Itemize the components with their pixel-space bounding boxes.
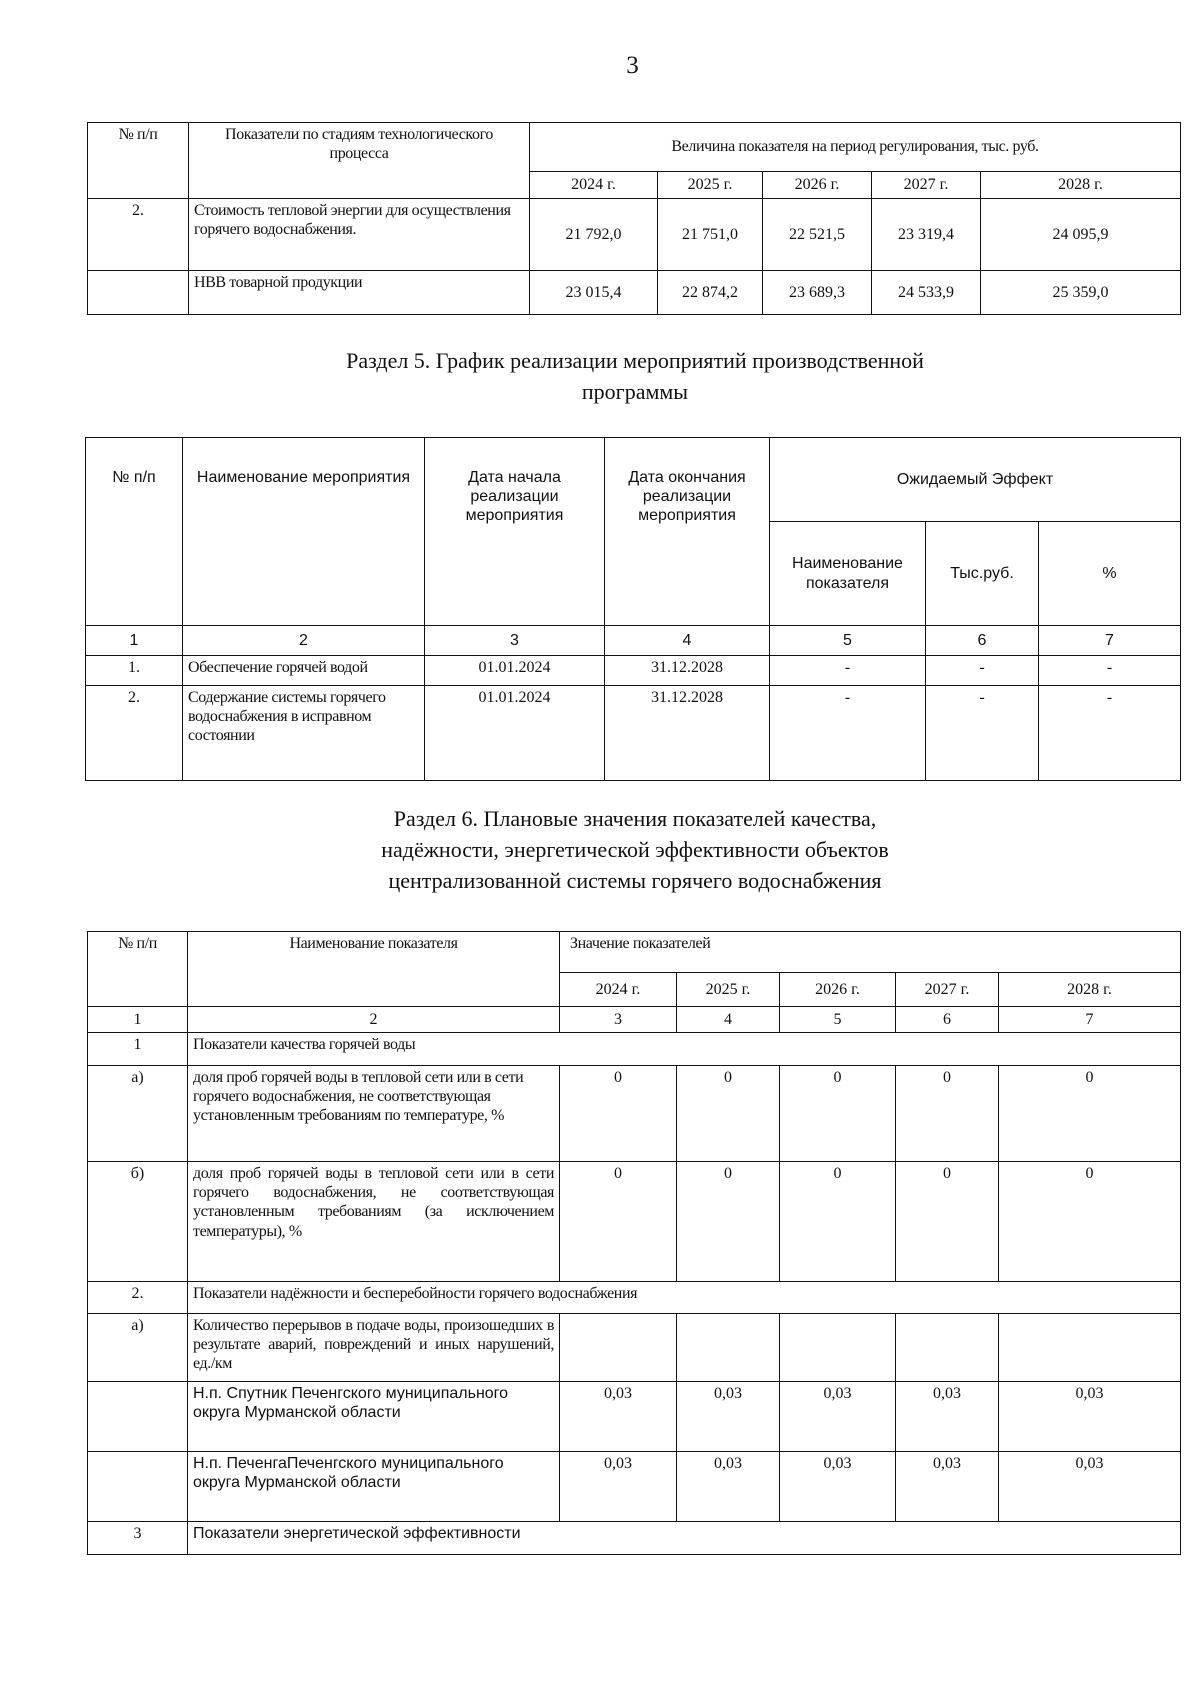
page-number: 3 [626,52,639,79]
row-no: а) [88,1066,188,1162]
group-title: Показатели надёжности и бесперебойности горячего водоснабжения [188,1282,1181,1314]
value-cell: 0,03 [999,1382,1181,1452]
section6-title-line2: надёжности, энергетической эффективности объектов [381,836,889,862]
column-number: 4 [677,1007,780,1033]
value-cell: 23 689,3 [763,271,872,315]
year-header: 2025 г. [658,172,763,199]
col-header-no: № п/п [88,932,188,1007]
value-cell: 23 319,4 [872,199,981,271]
year-header: 2024 г. [530,172,658,199]
row-effect-rub: - [926,656,1039,686]
row-no: а) [88,1314,188,1382]
group-row [88,1033,1181,1066]
col-header-no: № п/п [86,438,183,626]
group-row [88,1522,1181,1555]
row-name: Количество перерывов в подаче воды, произошедших в результате аварий, повреждений и иных нарушений, ед./км [188,1314,560,1382]
value-cell: 0,03 [999,1452,1181,1522]
column-number: 6 [896,1007,999,1033]
column-number: 1 [86,626,183,656]
value-cell: 0 [999,1162,1181,1282]
section5-title-line1: Раздел 5. График реализации мероприятий производственной [346,348,924,373]
value-cell: 0,03 [896,1382,999,1452]
group-row [88,1282,1181,1314]
value-cell [560,1314,677,1382]
year-header: 2027 г. [872,172,981,199]
value-cell: 0 [560,1162,677,1282]
column-number: 2 [183,626,425,656]
value-cell [677,1314,780,1382]
value-cell: 25 359,0 [981,271,1181,315]
col-header-no: № п/п [88,123,189,199]
value-cell: 0 [896,1066,999,1162]
section5-title-line2: программы [581,378,689,404]
row-effect-pct: - [1039,686,1181,781]
col-header-effect-name: Наименование показателя [770,522,926,626]
value-cell: 21 751,0 [658,199,763,271]
row-start: 01.01.2024 [425,686,605,781]
column-number: 5 [780,1007,896,1033]
value-cell: 0,03 [677,1452,780,1522]
row-start: 01.01.2024 [425,656,605,686]
group-no: 2. [88,1282,188,1314]
row-name: Обеспечение горячей водой [183,656,425,686]
value-cell: 0 [560,1066,677,1162]
col-header-start: Дата начала реализации мероприятия [425,438,605,626]
col-header-name: Наименование показателя [188,932,560,1007]
col-header-effect: Ожидаемый Эффект [770,438,1181,522]
row-no [88,1452,188,1522]
row-effect-pct: - [1039,656,1181,686]
value-cell: 0 [677,1066,780,1162]
group-title: Показатели энергетической эффективности [188,1522,1181,1555]
row-name: Н.п. Спутник Печенгского муниципального округа Мурманской области [188,1382,560,1452]
value-cell [780,1314,896,1382]
table-row [88,1314,1181,1382]
row-name: доля проб горячей воды в тепловой сети или в сети горячего водоснабжения, не соответствующая установленным требованиям по температуре, % [188,1066,560,1162]
year-header: 2027 г. [896,973,999,1007]
column-number: 7 [999,1007,1181,1033]
column-number: 2 [188,1007,560,1033]
year-header: 2026 г. [780,973,896,1007]
row-effect-name: - [770,686,926,781]
value-cell: 0,03 [780,1452,896,1522]
row-effect-name: - [770,656,926,686]
value-cell: 0 [999,1066,1181,1162]
row-name: Стоимость тепловой энергии для осуществления горячего водоснабжения. [189,199,530,271]
row-no [88,271,189,315]
col-header-name: Наименование мероприятия [183,438,425,626]
value-cell: 0,03 [780,1382,896,1452]
group-no: 1 [88,1033,188,1066]
table-row [86,656,1181,686]
column-number-row [88,1007,1181,1033]
row-no: 2. [88,199,189,271]
year-header: 2028 г. [981,172,1181,199]
row-name: НВВ товарной продукции [189,271,530,315]
value-cell: 0 [780,1162,896,1282]
value-cell: 0 [896,1162,999,1282]
column-number-row [86,626,1181,656]
group-title: Показатели качества горячей воды [188,1033,1181,1066]
table-row [88,1382,1181,1452]
schedule-table [85,437,1181,781]
col-header-effect-rub: Тыс.руб. [926,522,1039,626]
column-number: 4 [605,626,770,656]
value-cell: 22 521,5 [763,199,872,271]
column-number: 7 [1039,626,1181,656]
row-end: 31.12.2028 [605,686,770,781]
column-number: 6 [926,626,1039,656]
group-no: 3 [88,1522,188,1555]
value-cell [896,1314,999,1382]
value-cell: 23 015,4 [530,271,658,315]
column-number: 3 [425,626,605,656]
table-row [86,686,1181,781]
table-row [88,199,1181,271]
section6-title [160,804,1110,896]
row-no: б) [88,1162,188,1282]
year-header: 2024 г. [560,973,677,1007]
year-header: 2025 г. [677,973,780,1007]
year-header: 2028 г. [999,973,1181,1007]
row-name: Содержание системы горячего водоснабжения в исправном состоянии [183,686,425,781]
value-cell: 0 [677,1162,780,1282]
value-cell: 0 [780,1066,896,1162]
value-cell: 24 095,9 [981,199,1181,271]
value-cell [999,1314,1181,1382]
col-header-value: Величина показателя на период регулирования, тыс. руб. [530,123,1181,172]
section5-title [160,346,1110,408]
row-end: 31.12.2028 [605,656,770,686]
section6-title-line3: централизованной системы горячего водоснабжения [388,867,882,893]
column-number: 3 [560,1007,677,1033]
indicators-table [87,931,1181,1555]
value-cell: 0,03 [560,1382,677,1452]
year-header: 2026 г. [763,172,872,199]
column-number: 1 [88,1007,188,1033]
col-header-end: Дата окончания реализации мероприятия [605,438,770,626]
value-cell: 21 792,0 [530,199,658,271]
column-number: 5 [770,626,926,656]
col-header-effect-pct: % [1039,522,1181,626]
tariff-table [87,122,1181,315]
row-no [88,1382,188,1452]
table-row [88,1162,1181,1282]
value-cell: 0,03 [896,1452,999,1522]
col-header-indicator: Показатели по стадиям технологического процесса [189,123,530,199]
row-effect-rub: - [926,686,1039,781]
value-cell: 24 533,9 [872,271,981,315]
table-row [88,1066,1181,1162]
row-name: доля проб горячей воды в тепловой сети или в сети горячего водоснабжения, не соответствующая установленным требованиям (за исключением температуры), % [188,1162,560,1282]
table-row [88,1452,1181,1522]
row-name: Н.п. ПеченгаПеченгского муниципального округа Мурманской области [188,1452,560,1522]
col-header-values: Значение показателей [560,932,1181,973]
value-cell: 0,03 [677,1382,780,1452]
section6-title-line1: Раздел 6. Плановые значения показателей качества, [393,806,877,831]
value-cell: 0,03 [560,1452,677,1522]
value-cell: 22 874,2 [658,271,763,315]
row-no: 1. [86,656,183,686]
table-row [88,271,1181,315]
row-no: 2. [86,686,183,781]
